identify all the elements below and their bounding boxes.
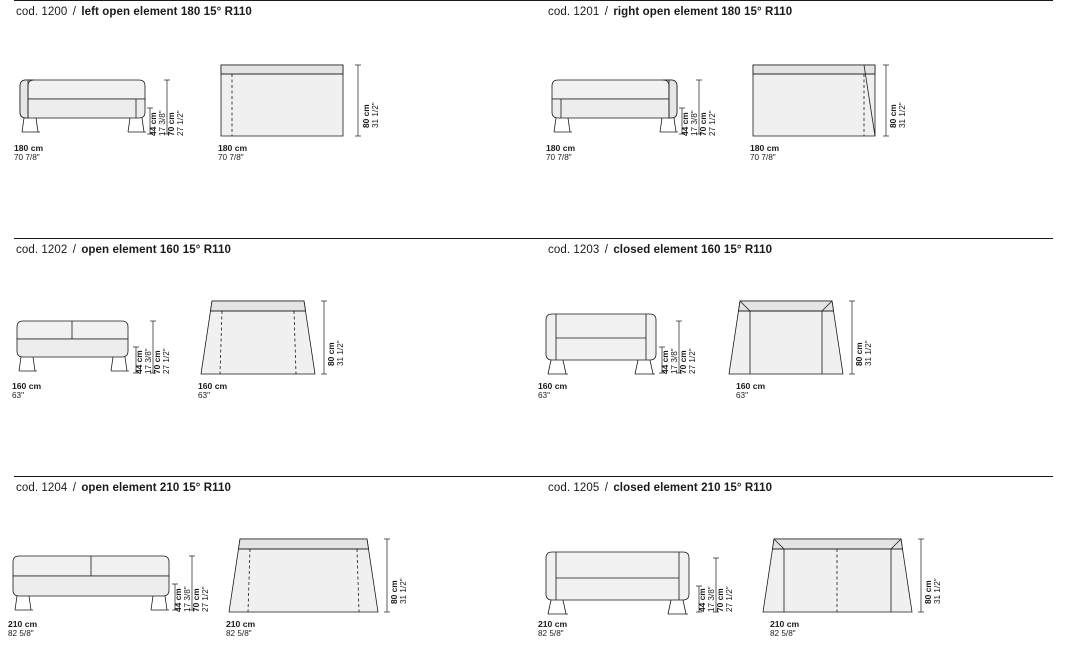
product-code-row — [548, 244, 772, 260]
product-code-row — [16, 244, 231, 260]
plan-depth-in: 31 1/2" — [864, 340, 873, 366]
dimension-width-label: 160 cm 63" — [538, 381, 568, 400]
section-row-2 — [0, 238, 1067, 476]
plan-depth-cm: 80 cm — [326, 342, 336, 366]
dimension-seat-height-inch: 17 3/8" — [670, 348, 679, 374]
dimension-seat-height: 44 cm — [173, 588, 183, 612]
dimension-width-label: 180 cm 70 7/8" — [546, 143, 576, 162]
product-code: cod. 1205 — [548, 482, 600, 494]
dimension-total-height-inch: 27 1/2" — [725, 586, 734, 612]
dimension-seat-height-inch: 17 3/8" — [158, 110, 167, 136]
dimension-total-height-inch: 27 1/2" — [688, 348, 697, 374]
plan-drawing — [750, 62, 880, 145]
plan-width-label: 180 cm 70 7/8" — [218, 143, 248, 162]
dimension-total-height: 70 cm — [678, 350, 688, 374]
dimension-width-label: 210 cm 82 5/8" — [8, 619, 38, 638]
product-code-row — [548, 6, 792, 22]
section-divider — [14, 476, 1053, 477]
plan-depth-line — [381, 536, 393, 621]
code-separator: / — [72, 244, 77, 256]
dimension-seat-height: 44 cm — [134, 350, 144, 374]
dimension-seat-height-inch: 17 3/8" — [690, 110, 699, 136]
plan-depth-in: 31 1/2" — [933, 578, 942, 604]
product-code: cod. 1204 — [16, 482, 68, 494]
plan-drawing — [226, 536, 381, 621]
code-separator: / — [604, 482, 609, 494]
product-description: closed element 160 15° R110 — [613, 244, 773, 256]
plan-depth-in: 31 1/2" — [399, 578, 408, 604]
product-description: open element 210 15° R110 — [81, 482, 231, 494]
dimension-total-height: 70 cm — [152, 350, 162, 374]
elevation-drawing — [538, 546, 703, 623]
dimension-total-height-inch: 27 1/2" — [201, 586, 210, 612]
plan-drawing — [198, 298, 318, 383]
plan-depth-line — [915, 536, 927, 621]
plan-width-label: 180 cm 70 7/8" — [750, 143, 780, 162]
plan-drawing — [760, 536, 915, 621]
product-description: open element 160 15° R110 — [81, 244, 231, 256]
dimension-seat-height: 44 cm — [680, 112, 690, 136]
plan-depth-in: 31 1/2" — [336, 340, 345, 366]
section-row-3 — [0, 476, 1067, 651]
elevation-drawing — [538, 308, 673, 383]
section-divider — [14, 0, 1053, 1]
code-separator: / — [604, 244, 609, 256]
plan-depth-cm: 80 cm — [888, 104, 898, 128]
elevation-drawing — [12, 313, 137, 383]
dimension-width-label: 160 cm 63" — [12, 381, 42, 400]
dimension-seat-height: 44 cm — [697, 588, 707, 612]
dimension-total-height-inch: 27 1/2" — [176, 110, 185, 136]
dimension-total-height: 70 cm — [166, 112, 176, 136]
dimension-seat-height: 44 cm — [148, 112, 158, 136]
plan-depth-in: 31 1/2" — [371, 102, 380, 128]
dimension-total-height: 70 cm — [715, 588, 725, 612]
dimension-seat-height-inch: 17 3/8" — [144, 348, 153, 374]
dimension-total-height: 70 cm — [698, 112, 708, 136]
product-code: cod. 1203 — [548, 244, 600, 256]
product-code-row — [16, 482, 231, 498]
dimension-seat-height: 44 cm — [660, 350, 670, 374]
section-row-1 — [0, 0, 1067, 238]
dimension-seat-height-inch: 17 3/8" — [183, 586, 192, 612]
product-description: left open element 180 15° R110 — [81, 6, 252, 18]
plan-width-label: 160 cm 63" — [736, 381, 766, 400]
plan-depth-line — [846, 298, 858, 383]
dimension-total-height-inch: 27 1/2" — [162, 348, 171, 374]
plan-depth-in: 31 1/2" — [898, 102, 907, 128]
plan-drawing — [218, 62, 348, 145]
plan-depth-cm: 80 cm — [361, 104, 371, 128]
plan-depth-cm: 80 cm — [854, 342, 864, 366]
plan-width-label: 210 cm 82 5/8" — [226, 619, 256, 638]
dimension-total-height-inch: 27 1/2" — [708, 110, 717, 136]
section-divider — [14, 238, 1053, 239]
plan-depth-line — [318, 298, 330, 383]
plan-depth-cm: 80 cm — [923, 580, 933, 604]
plan-drawing — [726, 298, 846, 383]
plan-width-label: 210 cm 82 5/8" — [770, 619, 800, 638]
product-code: cod. 1202 — [16, 244, 68, 256]
dimension-width-label: 180 cm 70 7/8" — [14, 143, 44, 162]
code-separator: / — [72, 6, 77, 18]
product-code: cod. 1201 — [548, 6, 600, 18]
plan-depth-cm: 80 cm — [389, 580, 399, 604]
product-code-row — [16, 6, 252, 22]
elevation-drawing — [8, 548, 178, 621]
dimension-total-height: 70 cm — [191, 588, 201, 612]
elevation-drawing — [14, 72, 154, 142]
product-description: closed element 210 15° R110 — [613, 482, 773, 494]
plan-width-label: 160 cm 63" — [198, 381, 228, 400]
dimension-width-label: 210 cm 82 5/8" — [538, 619, 568, 638]
product-code-row — [548, 482, 772, 498]
elevation-drawing — [546, 72, 686, 142]
code-separator: / — [604, 6, 609, 18]
product-code: cod. 1200 — [16, 6, 68, 18]
code-separator: / — [72, 482, 77, 494]
product-description: right open element 180 15° R110 — [613, 6, 793, 18]
dimension-seat-height-inch: 17 3/8" — [707, 586, 716, 612]
